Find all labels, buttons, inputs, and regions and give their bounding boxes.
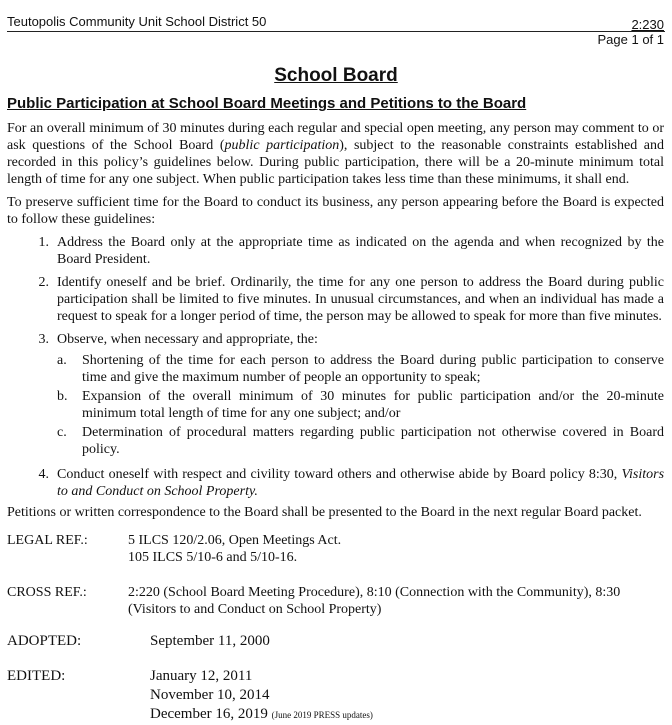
sub-list	[57, 352, 664, 458]
edited-label: EDITED:	[7, 668, 66, 684]
edited-date: December 16, 2019	[150, 706, 268, 722]
edited-note: (June 2019 PRESS updates)	[271, 710, 373, 720]
sub-item: a. Shortening of the time for each person to address the Board during public participation to conserve time and give the maximum number of people an opportunity to speak;	[57, 353, 664, 385]
guideline-item: 1. Address the Board only at the appropriate time as indicated on the agenda and when recognized by the Board President.	[38, 235, 664, 267]
guideline-item: 3. Observe, when necessary and appropriate, the: a. Shortening of the time for each person to address the Board during public participation to conserve time and give the maximum number of people an opportunity to speak; b. Expansion of the overall minimum of 30 minutes for public participation and/or the 20-minute minimum total length of time for any one subject; and/or c. Determination of procedural matters regarding public participation not otherwise covered in Board policy.	[38, 332, 664, 457]
section-title: School Board	[274, 65, 398, 86]
guideline-item: 2. Identify oneself and be brief. Ordinarily, the time for any one person to address the Board during public participation shall be limited to five minutes. In unusual circumstances, and when an individual has made a request to speak for a longer period of time, the person may be allowed to speak for more than five minutes.	[38, 275, 664, 324]
guideline-item: 4. Conduct oneself with respect and civility toward others and otherwise abide by Board policy 8:30, Visitors to and Conduct on School Property.	[38, 467, 665, 499]
edited-date: January 12, 2011	[150, 668, 253, 684]
page-number: Page 1 of 1	[597, 32, 664, 47]
legal-ref-line: 105 ILCS 5/10-6 and 5/10-16.	[128, 550, 298, 565]
cross-ref-line: 2:220 (School Board Meeting Procedure), 8:10 (Connection with the Community), 8:30	[128, 585, 621, 600]
adopted-label: ADOPTED:	[7, 633, 82, 649]
intro-paragraph: For an overall minimum of 30 minutes during each regular and special open meeting, any person may comment to or ask questions of the School Board (public participation), subject to the reasonable constraints established and recorded in this policy’s guidelines below. During public participation, there will be a 20-minute minimum total length of time for any one subject. When public participation takes less time than these minimums, it shall end.	[7, 121, 665, 187]
policy-title: Public Participation at School Board Meetings and Petitions to the Board	[7, 95, 527, 112]
page-info	[598, 17, 665, 47]
legal-ref-line: 5 ILCS 120/2.06, Open Meetings Act.	[128, 533, 342, 548]
legal-ref-label: LEGAL REF.:	[7, 533, 88, 548]
policy-code: 2:230	[631, 17, 664, 32]
edited-date: November 10, 2014	[150, 687, 270, 703]
sub-item: c. Determination of procedural matters regarding public participation not otherwise covered in Board policy.	[57, 425, 664, 457]
cross-ref-line: (Visitors to and Conduct on School Property)	[128, 602, 382, 617]
cross-ref-label: CROSS REF.:	[7, 585, 87, 600]
preserve-paragraph: To preserve sufficient time for the Board to conduct its business, any person appearing before the Board is expected to follow these guidelines:	[7, 195, 664, 227]
policy-body	[7, 120, 664, 527]
district-name: Teutopolis Community Unit School District 50	[7, 14, 267, 29]
header-divider	[7, 31, 665, 32]
sub-item: b. Expansion of the overall minimum of 30 minutes for public participation and/or the 20-minute minimum total length of time for any one subject; and/or	[57, 389, 664, 421]
petitions-paragraph: Petitions or written correspondence to the Board shall be presented to the Board in the next regular Board packet.	[7, 505, 642, 520]
adopted-date: September 11, 2000	[150, 633, 270, 649]
